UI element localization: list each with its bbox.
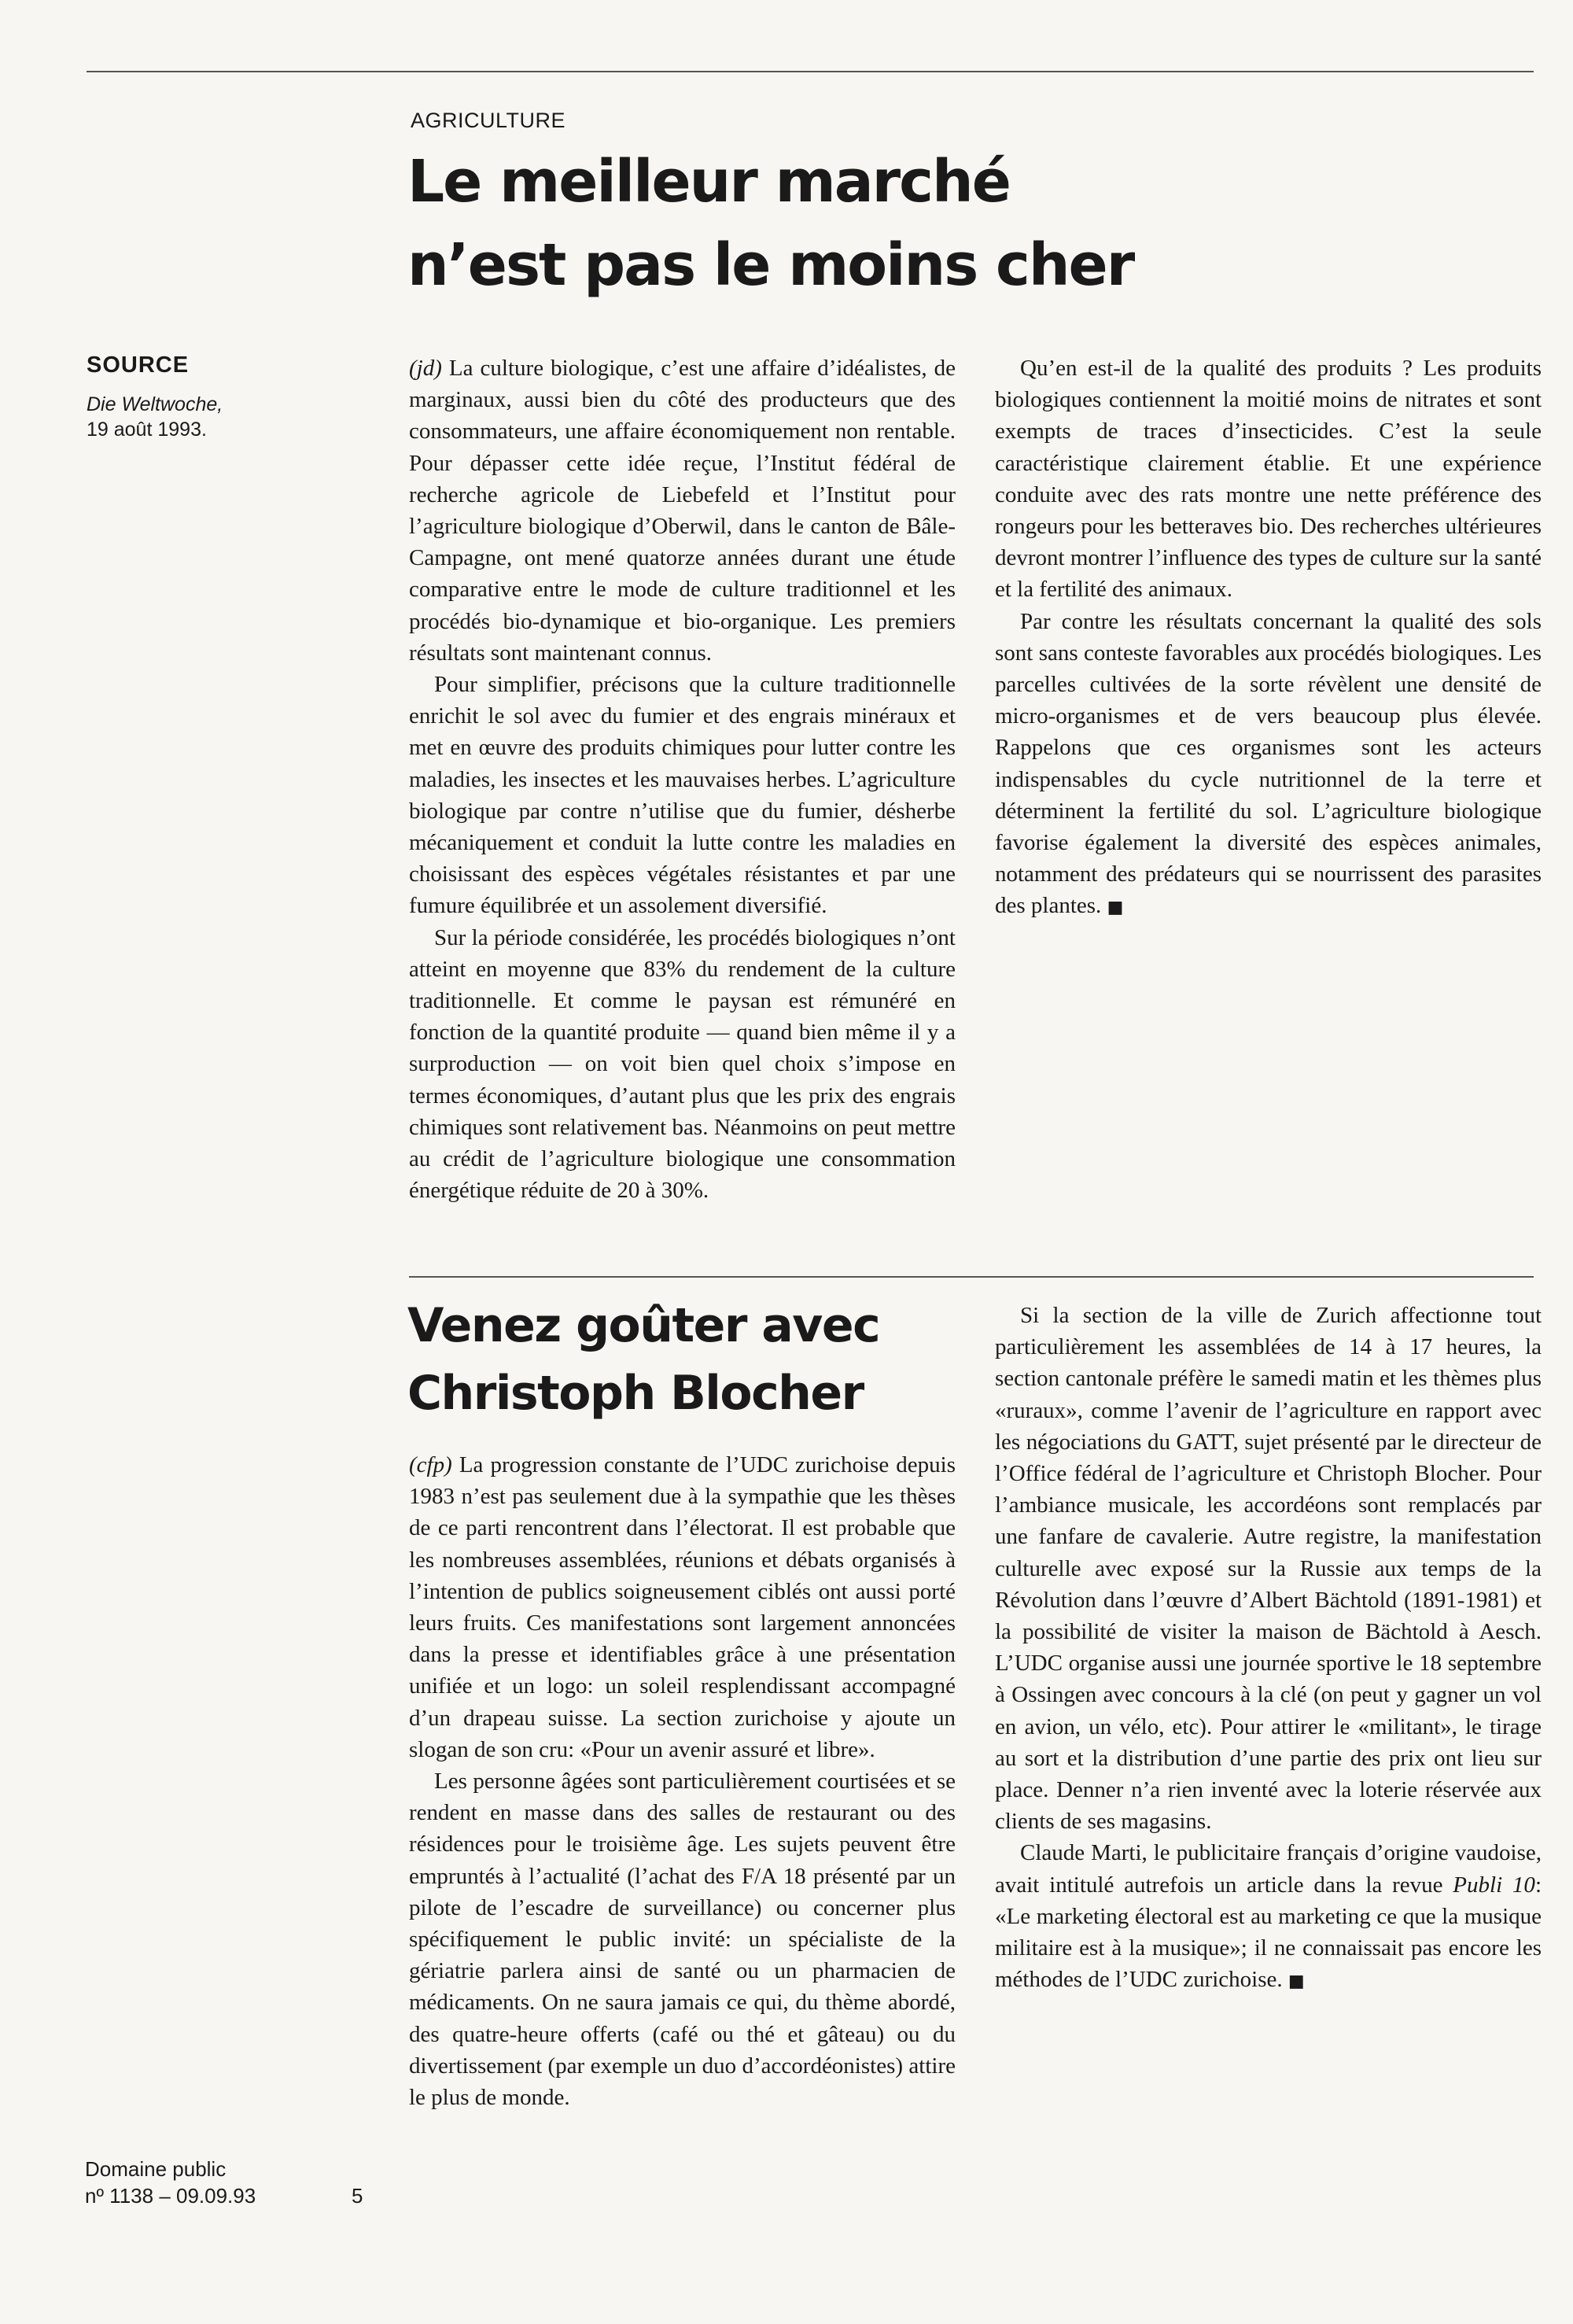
author-initials: (cfp) [409, 1452, 452, 1477]
source-label: SOURCE [87, 352, 190, 378]
article2-paragraph-1: (cfp) La progression constante de l’UDC zurichoise depuis 1983 n’est pas seulement due à la sympathie que les thèses de ce parti rencontrent dans l’électorat. Il est probable que les nombreuses assemblées, réunions et débats organisés à l’intention de publics soigneusement ciblés ont aussi porté leurs fruits. Ces manifestations sont largement annoncées dans la presse et identifiables grâce à une présentation unifiée et un logo: un soleil resplendissant accompagné d’un drapeau suisse. La section zurichoise y ajoute un slogan de son cru: «Pour un avenir assuré et libre». [409, 1452, 956, 1762]
headline-line-2: n’est pas le moins cher [407, 231, 1134, 299]
article2-paragraph-3: Si la section de la ville de Zurich affectionne tout particulièrement les assemblées de 14 à 17 heures, la section cantonale préfère le samedi matin et les thèmes plus «ruraux», comme l’avenir de l’agriculture en rapport avec les négociations du GATT, sujet présenté par le directeur de l’Office fédéral de l’agriculture et Christoph Blocher. Pour l’ambiance musicale, les accordéons sont remplacés par une fanfare de cavalerie. Autre registre, la manifestation culturelle avec exposé sur la Russie aux temps de la Révolution dans l’œuvre d’Albert Bächtold (1891-1981) et la possibilité de visiter la maison de Bächtold à Aesch. L’UDC organise aussi une journée sportive le 18 septembre à Ossingen avec concours à la clé (on peut y gagner un vol en avion, un vélo, etc). Pour attirer le «militant», le tirage au sort et la distribution d’une partie des prix ont lieu sur place. Denner n’a rien inventé avec la loterie réservée aux clients de ses magasins. [995, 1303, 1542, 1835]
end-of-article-icon: ■ [1107, 898, 1124, 918]
article1-paragraph-5: Par contre les résultats concernant la qualité des sols sont sans conteste favorables aux procédés biologiques. Les parcelles cultivées de la sorte révèlent une densité de micro-organismes et de vers beaucoup plus élevée. Rappelons que ces organismes sont les acteurs indispensables du cycle nutritionnel de la terre et déterminent la fertilité du sol. L’agriculture biologique favorise également la diversité des espèces animales, notamment des prédateurs qui se nourrissent des parasites des plantes. ■ [995, 608, 1542, 919]
headline-line-1: Le meilleur marché [407, 148, 1010, 216]
article1-column-1 [409, 352, 956, 1206]
publication-name: Publi 10 [1453, 1872, 1535, 1898]
article-headline [407, 140, 1133, 307]
author-initials: (jd) [409, 356, 442, 381]
source-publication: Die Weltwoche, [87, 393, 223, 415]
source-date: 19 août 1993. [87, 419, 207, 441]
article1-column-2 [995, 352, 1542, 924]
issue-number: nº 1138 – 09.09.93 [85, 2184, 256, 2208]
source-citation [87, 392, 322, 442]
article1-paragraph-3: Sur la période considérée, les procédés biologiques n’ont atteint en moyenne que 83% du rendement de la culture traditionnelle. Et comme le paysan est rémunéré en fonction de la quantité produite — quand bien même il y a surproduction — on voit bien quel choix s’impose en termes économiques, d’autant plus que les prix des engrais chimiques sont relativement bas. Néanmoins on peut mettre au crédit de l’agriculture biologique une consommation énergétique réduite de 20 à 30%. [409, 924, 956, 1204]
article1-paragraph-2: Pour simplifier, précisons que la culture traditionnelle enrichit le sol avec du fumier et des engrais minéraux et met en œuvre des produits chimiques pour lutter contre les maladies, les insectes et les mauvaises herbes. L’agriculture biologique par contre n’utilise que du fumier, désherbe mécaniquement et conduit la lutte contre les maladies en choisissant des espèces végétales résistantes et par une fumure équilibrée et un assolement diversifié. [409, 672, 956, 919]
article2-column-1 [409, 1449, 956, 2113]
top-rule [87, 71, 1534, 72]
article2-paragraph-4: Claude Marti, le publicitaire français d’origine vaudoise, avait intitulé autrefois un article dans la revue Publi 10: «Le marketing électoral est au marketing ce que la musique militaire est à la musique»; il ne connaissait pas encore les méthodes de l’UDC zurichoise. ■ [995, 1840, 1542, 1993]
article-divider-rule [409, 1276, 1534, 1278]
article2-headline [407, 1292, 879, 1427]
headline2-line-2: Christoph Blocher [407, 1366, 864, 1421]
article1-paragraph-4: Qu’en est-il de la qualité des produits ? Les produits biologiques contiennent la moitié moins de nitrates et sont exempts de traces d’insecticides. C’est la seule caractéristique clairement établie. Et une expérience conduite avec des rats montre une nette préférence des rongeurs pour les betteraves bio. Des recherches ultérieures devront montrer l’influence des types de culture sur la santé et la fertilité des animaux. [995, 356, 1542, 603]
article2-paragraph-2: Les personne âgées sont particulièrement courtisées et se rendent en masse dans des salles de restaurant ou des résidences pour le troisième âge. Les sujets peuvent être empruntés à l’actualité (l’achat des F/A 18 présenté par un pilote de l’escadre de surveillance) ou concerner plus spécifiquement le public invité: un spécialiste de la gériatrie parlera ainsi de santé ou un pharmacien de médicaments. On ne saura jamais ce qui, du thème abordé, des quatre-heure offerts (café ou thé et gâteau) ou du divertissement (par exemple un duo d’accordéonistes) attire le plus de monde. [409, 1769, 956, 2111]
page-footer [85, 2156, 256, 2209]
end-of-article-icon: ■ [1288, 1972, 1305, 1992]
headline2-line-1: Venez goûter avec [407, 1298, 880, 1353]
article2-column-2 [995, 1300, 1542, 1998]
publication-title: Domaine public [85, 2157, 227, 2181]
section-kicker: AGRICULTURE [411, 109, 566, 132]
page-number: 5 [352, 2184, 363, 2208]
article1-paragraph-1: (jd) La culture biologique, c’est une affaire d’idéalistes, de marginaux, aussi bien du côté des producteurs que des consommateurs, une affaire économiquement non rentable. Pour dépasser cette idée reçue, l’Institut fédéral de recherche agricole de Liebefeld et l’Institut pour l’agriculture biologique d’Oberwil, dans le canton de Bâle-Campagne, ont mené quatorze années durant une étude comparative entre le mode de culture traditionnel et les procédés bio-dynamique et bio-organique. Les premiers résultats sont maintenant connus. [409, 356, 956, 666]
